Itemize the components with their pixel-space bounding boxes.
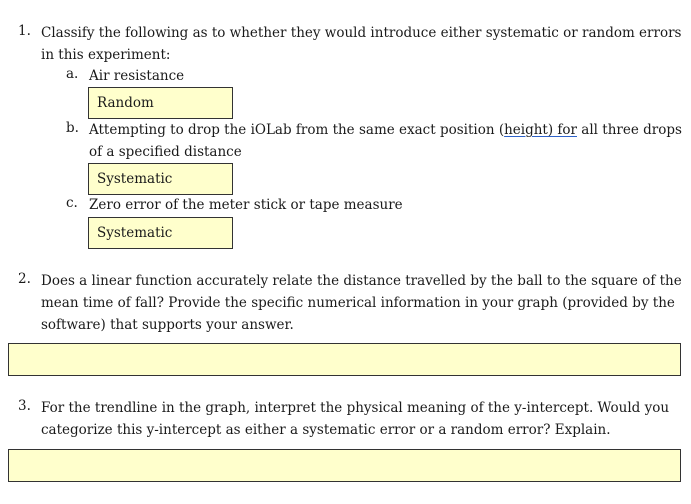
item-b-answer-box[interactable] <box>88 163 233 195</box>
item-b-letter: b. <box>66 120 79 136</box>
question-3-answer-box[interactable] <box>8 449 681 482</box>
item-b-text-pre: Attempting to drop the iOLab from the same exact position ( <box>89 122 505 138</box>
item-c-answer-input[interactable] <box>97 218 228 248</box>
item-b-answer-input[interactable] <box>97 164 228 194</box>
question-3-text-line-1: For the trendline in the graph, interpret the physical meaning of the y-intercept. Would you <box>41 400 670 416</box>
question-2-text-line-2: mean time of fall? Provide the specific numerical information in your graph (provided by the <box>41 295 675 311</box>
item-a-text: Air resistance <box>89 68 185 84</box>
question-2-answer-box[interactable] <box>8 343 681 376</box>
question-3-text-line-2: categorize this y-intercept as either a systematic error or a random error? Explain. <box>41 422 611 438</box>
question-2-number: 2. <box>18 271 31 287</box>
item-a-letter: a. <box>66 66 79 82</box>
question-2-answer-input[interactable] <box>9 344 680 375</box>
question-1-number: 1. <box>18 23 31 39</box>
question-1-text-line-2: in this experiment: <box>41 47 171 63</box>
item-b-text-post: all three drops <box>577 122 682 138</box>
item-b-text-line-2: of a specified distance <box>89 144 242 160</box>
item-a-answer-input[interactable] <box>97 88 228 118</box>
question-2-text-line-3: software) that supports your answer. <box>41 317 294 333</box>
question-2-text-line-1: Does a linear function accurately relate the distance travelled by the ball to the square of the <box>41 273 682 289</box>
item-b-spellcheck-text: height) for <box>504 122 577 138</box>
question-1-text-line-1: Classify the following as to whether they would introduce either systematic or random errors <box>41 25 682 41</box>
item-c-letter: c. <box>66 195 78 211</box>
item-b-text-line-1 <box>89 119 682 141</box>
question-3-number: 3. <box>18 398 31 414</box>
item-c-text: Zero error of the meter stick or tape measure <box>89 197 403 213</box>
item-a-answer-box[interactable] <box>88 87 233 119</box>
item-c-answer-box[interactable] <box>88 217 233 249</box>
question-3-answer-input[interactable] <box>9 450 680 481</box>
